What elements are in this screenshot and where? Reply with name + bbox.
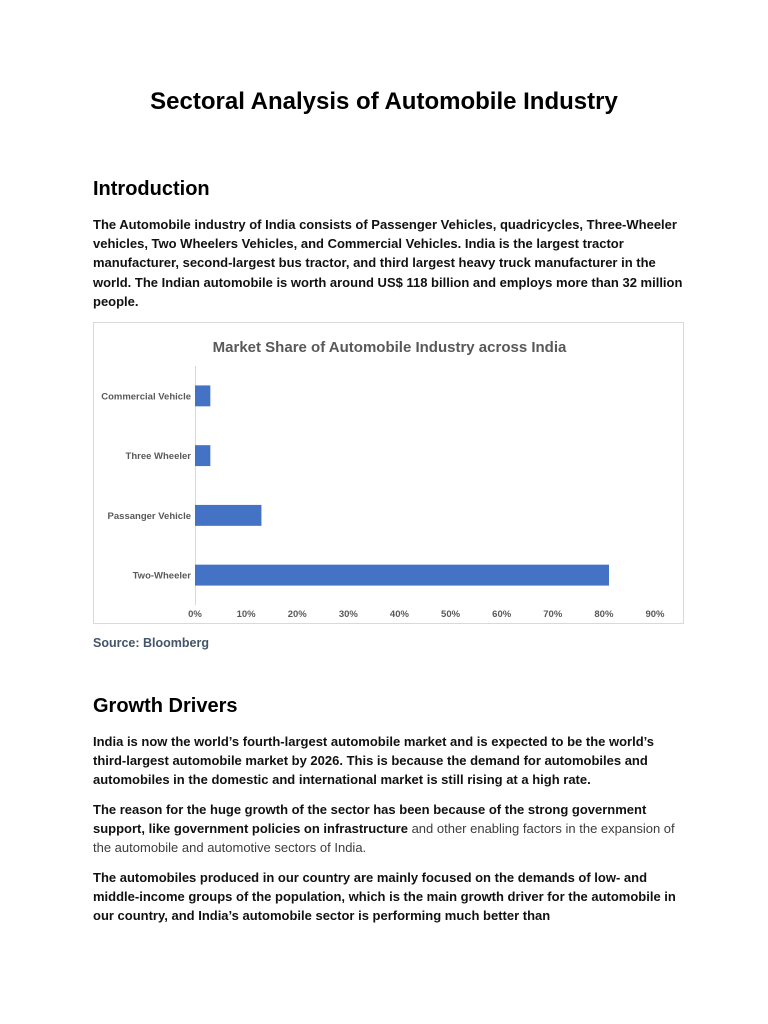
document-title: Sectoral Analysis of Automobile Industry: [150, 88, 618, 115]
chart-x-tick-label: 90%: [645, 609, 665, 620]
chart-bar: [195, 565, 609, 586]
chart-x-tick-label: 20%: [287, 609, 307, 620]
chart-x-tick-label: 10%: [236, 609, 256, 620]
chart-bar: [195, 385, 210, 406]
intro-heading: Introduction: [93, 178, 210, 200]
chart-x-tick-label: 80%: [594, 609, 614, 620]
chart-x-tick-label: 0%: [188, 609, 202, 620]
chart-bar: [195, 505, 261, 526]
growth-paragraph-2-muted: and other enabling factors in the expansion of the automobile and automotive sectors of India.: [93, 821, 675, 856]
growth-heading: Growth Drivers: [93, 695, 238, 717]
chart-x-tick-label: 60%: [492, 609, 512, 620]
chart-category-label: Commercial Vehicle: [101, 391, 191, 403]
market-share-chart: [93, 322, 684, 624]
chart-category-label: Two-Wheeler: [132, 570, 191, 582]
chart-x-tick-label: 70%: [543, 609, 563, 620]
chart-x-tick-label: 30%: [338, 609, 358, 620]
chart-x-tick-label: 40%: [389, 609, 409, 620]
chart-source: Source: Bloomberg: [93, 636, 209, 650]
chart-title: Market Share of Automobile Industry across India: [212, 339, 567, 356]
growth-paragraph-3: The automobiles produced in our country are mainly focused on the demands of low- and middle-income groups of the population, which is the main growth driver for the automobile in our country, and India’s automobile sector is performing much better than: [93, 870, 676, 924]
growth-paragraph-2: [93, 800, 683, 858]
growth-paragraph-1: India is now the world’s fourth-largest automobile market and is expected to be the world’s third-largest automobile market by 2026. This is because the demand for automobiles and automobiles in the domestic and international market is still rising at a high rate.: [93, 734, 655, 788]
intro-paragraph: The Automobile industry of India consists of Passenger Vehicles, quadricycles, Three-Wheeler vehicles, Two Wheelers Vehicles, and Commercial Vehicles. India is the largest tractor manufacturer, second-largest bus tractor, and third largest heavy truck manufacturer in the world. The Indian automobile is worth around US$ 118 billion and employs more than 32 million people.: [93, 217, 683, 309]
chart-category-label: Passanger Vehicle: [107, 510, 191, 522]
chart-category-label: Three Wheeler: [125, 451, 191, 463]
chart-svg: [94, 323, 685, 625]
growth-paragraph-2-main: The reason for the huge growth of the sector has been because of the strong government support, like government policies on infrastructure: [93, 802, 647, 837]
chart-x-tick-label: 50%: [441, 609, 461, 620]
chart-bar: [195, 445, 210, 466]
